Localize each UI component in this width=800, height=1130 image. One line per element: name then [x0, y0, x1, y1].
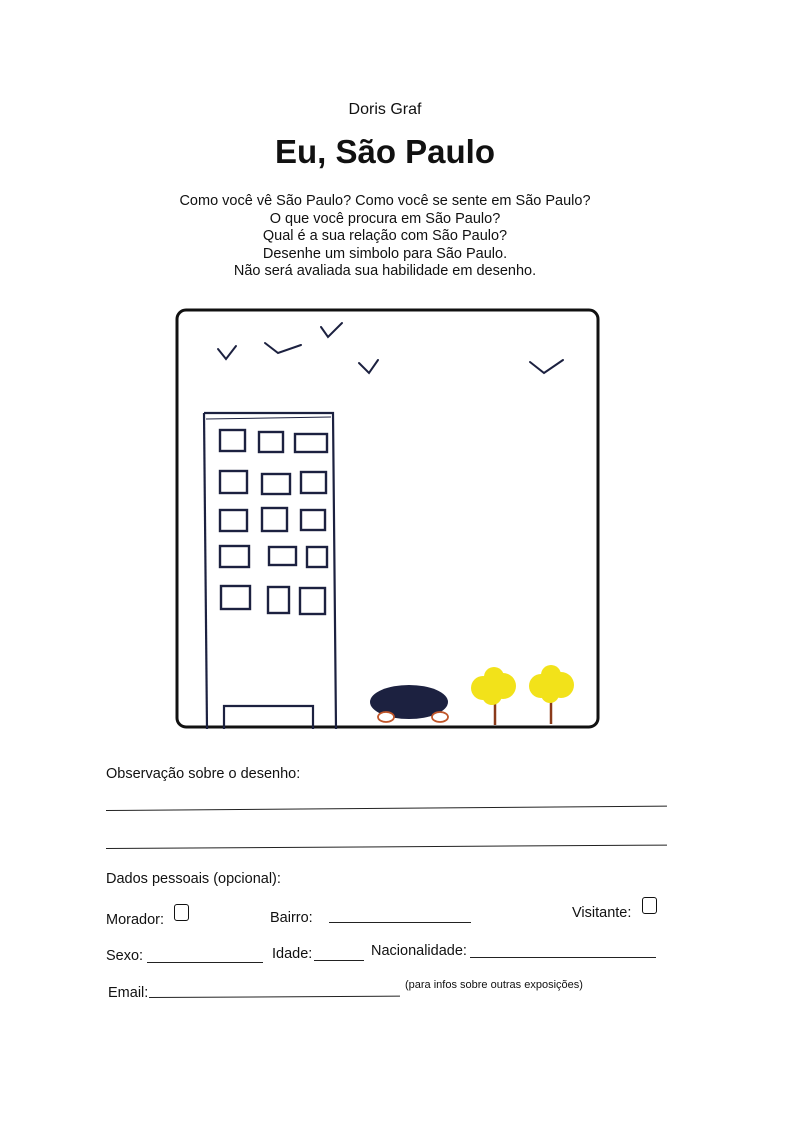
nationality-label: Nacionalidade:: [371, 943, 467, 959]
nationality-field[interactable]: [470, 957, 656, 958]
email-label: Email:: [108, 985, 149, 1001]
observation-line-2[interactable]: [106, 845, 667, 849]
sex-label: Sexo:: [106, 948, 144, 964]
resident-checkbox[interactable]: [174, 904, 189, 921]
observation-line-1[interactable]: [106, 806, 667, 811]
email-note: (para infos sobre outras exposições): [405, 979, 583, 991]
question-line: Qual é a sua relação com São Paulo?: [262, 228, 508, 244]
observation-label: Observação sobre o desenho:: [106, 766, 301, 782]
page-title: Eu, São Paulo: [274, 133, 496, 170]
drawing-border: [177, 310, 598, 727]
resident-label: Morador:: [106, 912, 165, 928]
instructions: [0, 193, 770, 281]
personal-data-label: Dados pessoais (opcional):: [106, 871, 281, 887]
email-field[interactable]: [149, 996, 400, 998]
visitor-checkbox[interactable]: [642, 897, 657, 914]
district-label: Bairro:: [270, 910, 313, 926]
question-line: Não será avaliada sua habilidade em desenho.: [233, 263, 537, 279]
visitor-label: Visitante:: [572, 905, 632, 921]
car-icon: [370, 685, 448, 722]
sex-field[interactable]: [147, 962, 263, 963]
drawing-frame: [170, 305, 606, 735]
age-label: Idade:: [272, 946, 313, 962]
age-field[interactable]: [314, 960, 364, 961]
question-line: O que você procura em São Paulo?: [269, 210, 501, 227]
question-line: Desenhe um simbolo para São Paulo.: [262, 245, 508, 262]
author-name: Doris Graf: [348, 101, 422, 118]
district-field[interactable]: [329, 922, 471, 923]
question-line: Como você vê São Paulo? Como você se sente em São Paulo?: [179, 193, 591, 209]
